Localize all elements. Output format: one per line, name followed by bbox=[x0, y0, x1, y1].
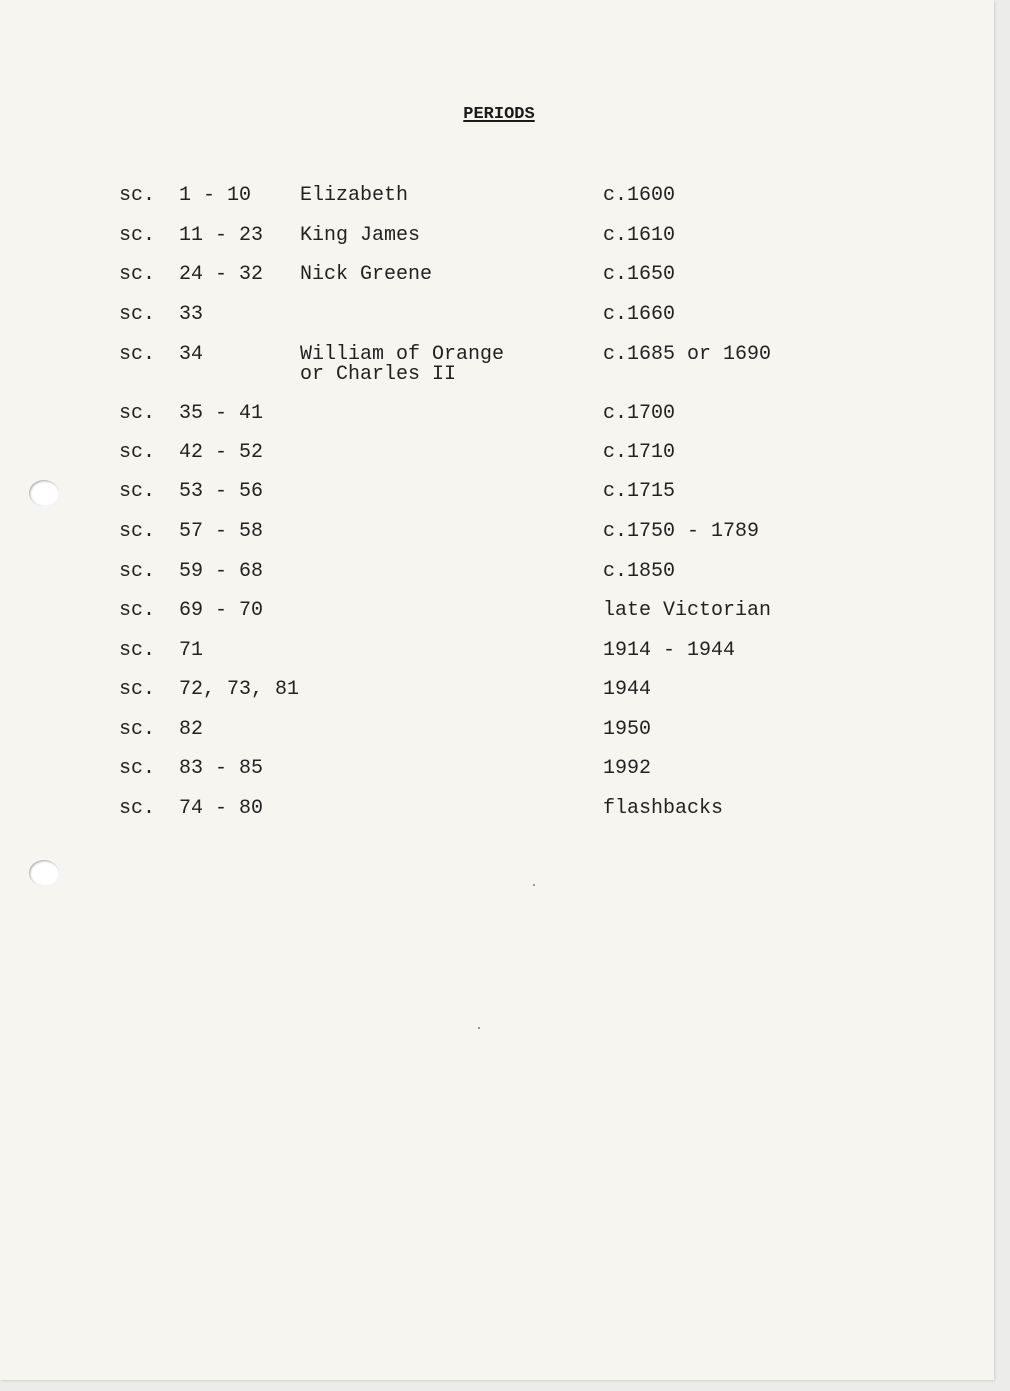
period-date: c.1750 - 1789 bbox=[603, 520, 760, 543]
period-row bbox=[0, 759, 990, 799]
period-row bbox=[0, 601, 990, 641]
scene-range: 42 - 52 bbox=[179, 441, 264, 464]
scene-range: 57 - 58 bbox=[179, 520, 264, 543]
period-date: c.1700 bbox=[603, 402, 676, 425]
period-row bbox=[0, 720, 990, 760]
period-date: c.1660 bbox=[603, 303, 676, 326]
scene-range: 33 bbox=[179, 303, 204, 326]
period-row bbox=[0, 799, 990, 839]
period-date: flashbacks bbox=[603, 797, 724, 820]
scene-range: 34 bbox=[179, 343, 204, 366]
period-row bbox=[0, 226, 990, 266]
period-row bbox=[0, 305, 990, 345]
scene-range: 53 - 56 bbox=[179, 480, 264, 503]
scene-prefix: sc. bbox=[119, 441, 156, 464]
monarch-name: Elizabeth bbox=[300, 184, 409, 207]
period-row bbox=[0, 404, 990, 444]
period-row bbox=[0, 680, 990, 720]
scene-prefix: sc. bbox=[119, 678, 156, 701]
scene-range: 1 - 10 bbox=[179, 184, 252, 207]
period-date: 1950 bbox=[603, 718, 652, 741]
period-row bbox=[0, 562, 990, 602]
scene-prefix: sc. bbox=[119, 402, 156, 425]
period-row bbox=[0, 265, 990, 305]
monarch-name: King James bbox=[300, 224, 421, 247]
period-row bbox=[0, 443, 990, 483]
period-date: 1944 bbox=[603, 678, 652, 701]
scene-range: 82 bbox=[179, 718, 204, 741]
scene-prefix: sc. bbox=[119, 718, 156, 741]
scene-range: 24 - 32 bbox=[179, 263, 264, 286]
scene-prefix: sc. bbox=[119, 757, 156, 780]
page-title: PERIODS bbox=[463, 105, 535, 124]
scene-prefix: sc. bbox=[119, 599, 156, 622]
scene-prefix: sc. bbox=[119, 560, 156, 583]
scene-range: 71 bbox=[179, 639, 204, 662]
period-date: c.1850 bbox=[603, 560, 676, 583]
scene-prefix: sc. bbox=[119, 184, 156, 207]
scene-range: 59 - 68 bbox=[179, 560, 264, 583]
scene-prefix: sc. bbox=[119, 224, 156, 247]
period-date: late Victorian bbox=[603, 599, 772, 622]
period-date: c.1710 bbox=[603, 441, 676, 464]
period-date: c.1600 bbox=[603, 184, 676, 207]
period-date: 1914 - 1944 bbox=[603, 639, 736, 662]
scene-prefix: sc. bbox=[119, 303, 156, 326]
scene-prefix: sc. bbox=[119, 639, 156, 662]
scene-range: 72, 73, 81 bbox=[179, 678, 300, 701]
period-row bbox=[0, 345, 990, 385]
period-date: c.1715 bbox=[603, 480, 676, 503]
monarch-name: William of Orange or Charles II bbox=[300, 343, 505, 386]
period-date: c.1650 bbox=[603, 263, 676, 286]
scene-prefix: sc. bbox=[119, 520, 156, 543]
scene-range: 74 - 80 bbox=[179, 797, 264, 820]
scene-prefix: sc. bbox=[119, 480, 156, 503]
period-row bbox=[0, 522, 990, 562]
period-date: 1992 bbox=[603, 757, 652, 780]
scene-range: 69 - 70 bbox=[179, 599, 264, 622]
monarch-name: Nick Greene bbox=[300, 263, 433, 286]
period-date: c.1685 or 1690 bbox=[603, 343, 772, 366]
scene-prefix: sc. bbox=[119, 797, 156, 820]
period-date: c.1610 bbox=[603, 224, 676, 247]
scene-range: 83 - 85 bbox=[179, 757, 264, 780]
period-row bbox=[0, 186, 990, 226]
scene-prefix: sc. bbox=[119, 263, 156, 286]
scene-prefix: sc. bbox=[119, 343, 156, 366]
paper-speck bbox=[478, 1027, 480, 1029]
scene-range: 11 - 23 bbox=[179, 224, 264, 247]
scene-range: 35 - 41 bbox=[179, 402, 264, 425]
paper-speck bbox=[533, 884, 535, 886]
period-row bbox=[0, 641, 990, 681]
punch-hole bbox=[29, 860, 59, 886]
period-row bbox=[0, 482, 990, 522]
